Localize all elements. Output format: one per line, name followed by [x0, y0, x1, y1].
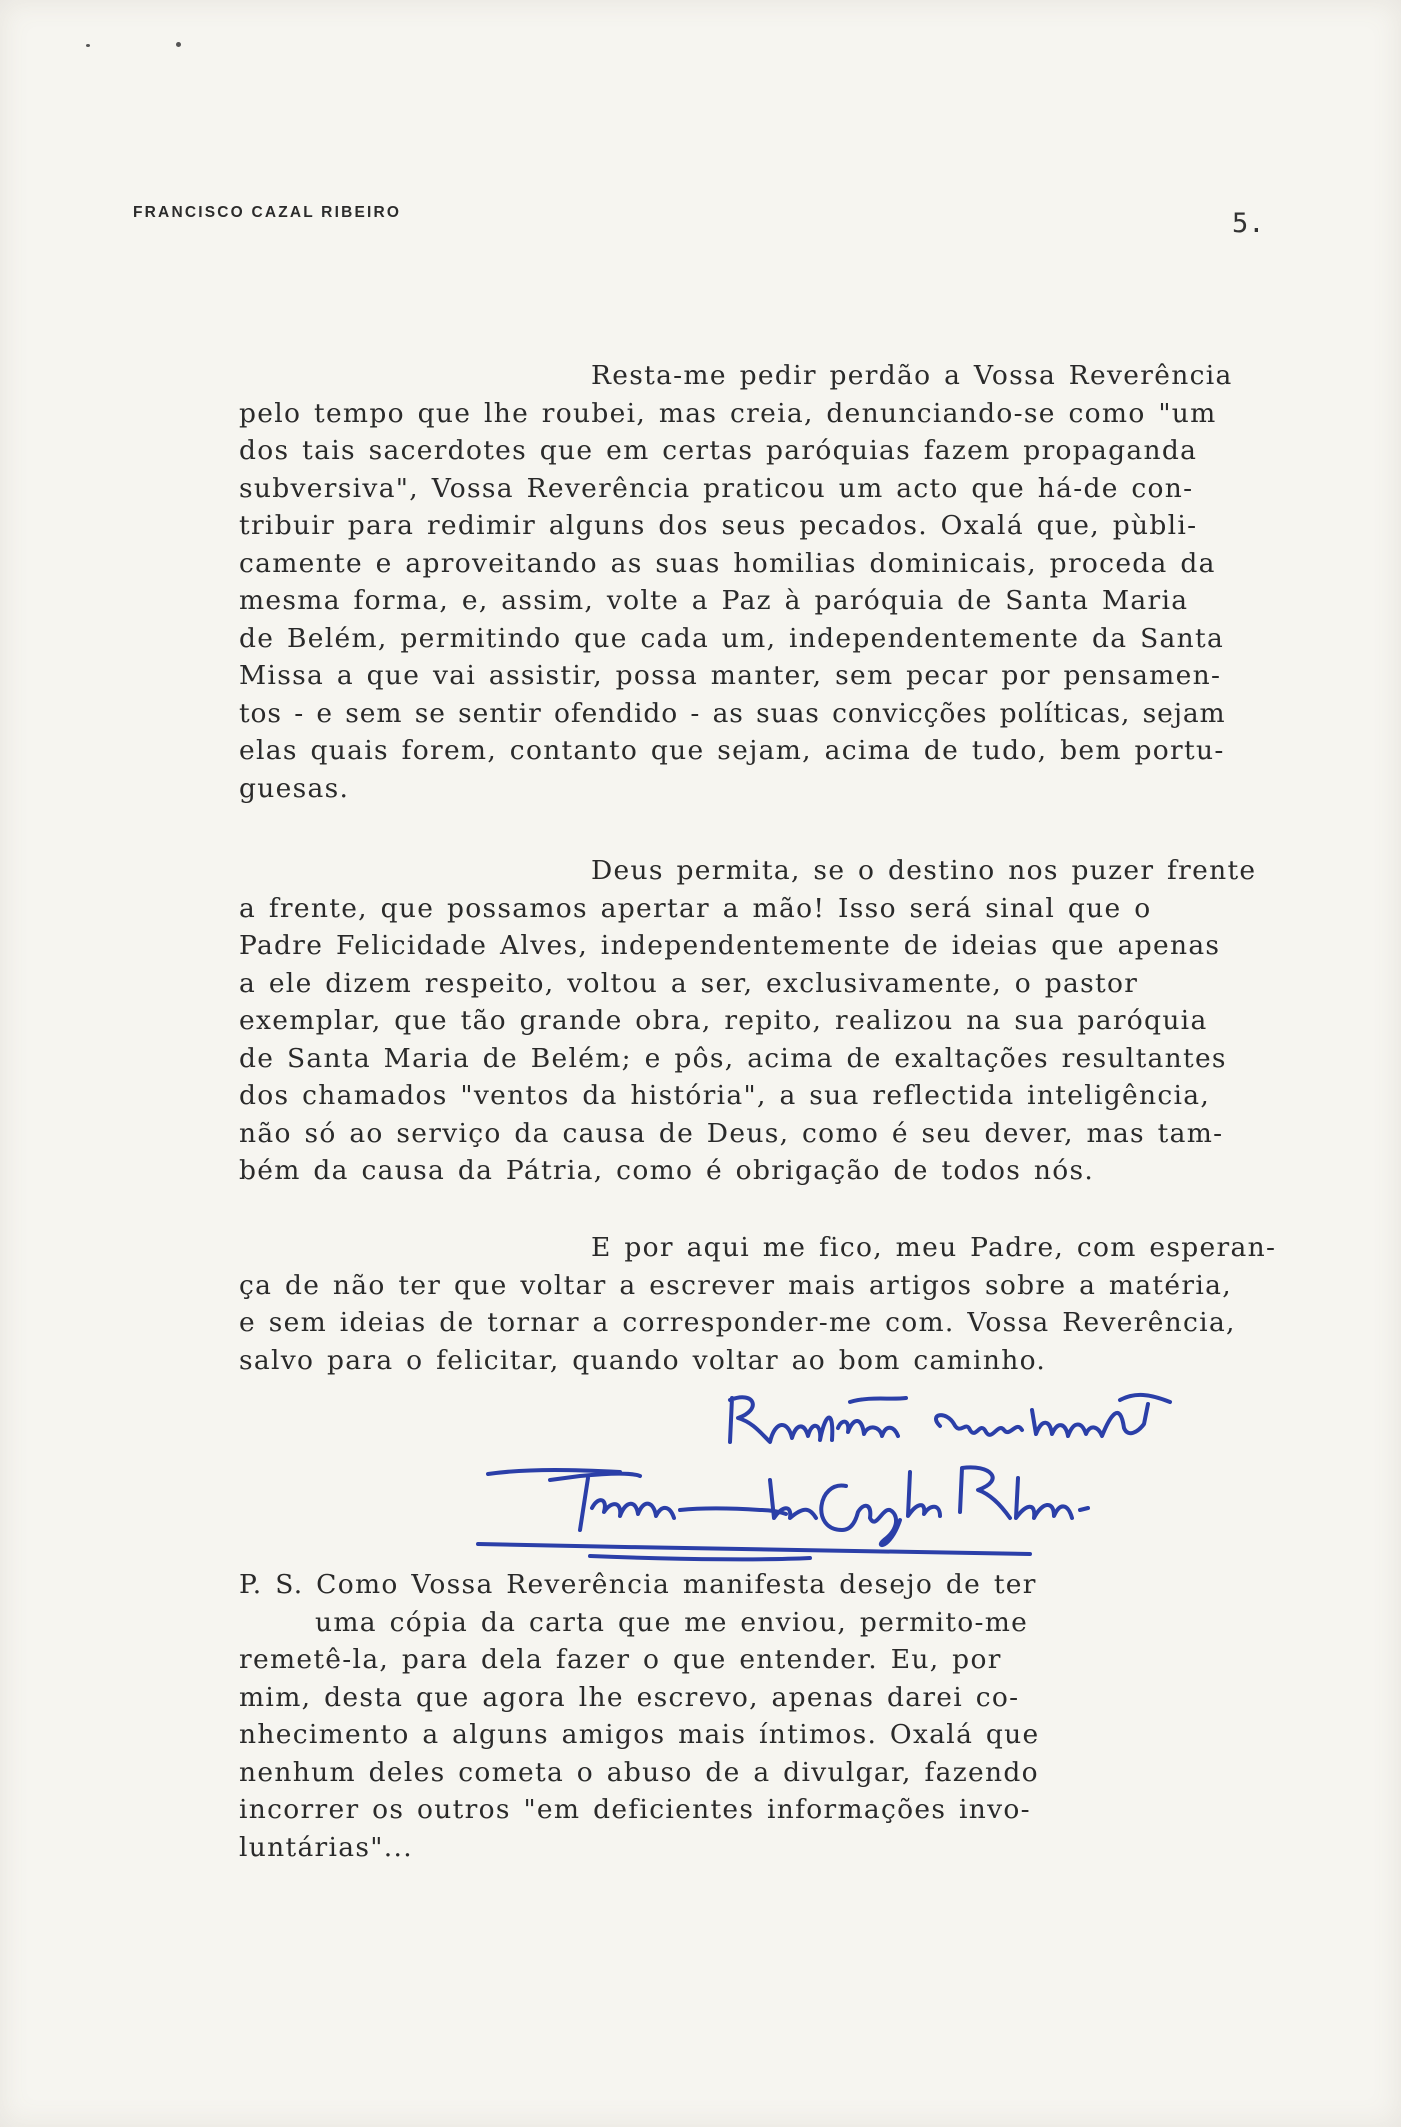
handwritten-signature — [470, 1380, 1350, 1580]
underline-stroke — [590, 1556, 810, 1559]
text-line: exemplar, que tão grande obra, repito, realizou na sua paróquia — [239, 1005, 1208, 1036]
signature-stroke — [960, 1467, 1088, 1518]
closing-stroke — [1120, 1395, 1170, 1402]
underline-stroke — [478, 1544, 1030, 1554]
paper-speck — [176, 42, 181, 47]
closing-stroke — [730, 1397, 898, 1442]
text-line: pelo tempo que lhe roubei, mas creia, denunciando-se como "um — [239, 397, 1217, 429]
ps-line: nenhum deles cometa o abuso de a divulgar, fazendo — [239, 1756, 1039, 1788]
signature-stroke — [821, 1486, 900, 1546]
text-line: e sem ideias de tornar a corresponder-me com. Vossa Reverência, — [239, 1307, 1236, 1338]
text-line: bém da causa da Pátria, como é obrigação de todos nós. — [239, 1155, 1095, 1186]
signature-stroke — [680, 1480, 816, 1518]
text-line: subversiva", Vossa Reverência praticou um acto que há-de con- — [239, 472, 1194, 504]
closing-stroke — [850, 1398, 906, 1402]
closing-stroke — [936, 1415, 1022, 1435]
text-line: Missa a que vai assistir, possa manter, sem pecar por pensamen- — [239, 660, 1222, 691]
text-line: elas quais forem, contanto que sejam, acima de tudo, bem portu- — [239, 735, 1225, 766]
text-line: E por aqui me fico, meu Padre, com esperan- — [591, 1232, 1277, 1263]
paragraph-1 — [239, 357, 1379, 807]
ps-line: mim, desta que agora lhe escrevo, apenas darei co- — [239, 1681, 1020, 1713]
text-line: tribuir para redimir alguns dos seus pecados. Oxalá que, pùbli- — [239, 510, 1198, 541]
text-line: Resta-me pedir perdão a Vossa Reverência — [591, 360, 1233, 391]
text-line: a frente, que possamos apertar a mão! Isso será sinal que o — [239, 892, 1152, 924]
closing-stroke — [1032, 1404, 1148, 1436]
page-number: 5. — [1232, 208, 1265, 239]
text-line: salvo para o felicitar, quando voltar ao bom caminho. — [239, 1344, 1047, 1376]
ps-line: nhecimento a alguns amigos mais íntimos. Oxalá que — [239, 1719, 1040, 1750]
ps-line: remetê-la, para dela fazer o que entender. Eu, por — [239, 1644, 1002, 1675]
ps-line: luntárias"... — [239, 1831, 413, 1863]
text-line: Padre Felicidade Alves, independentemente de ideias que apenas — [239, 930, 1221, 961]
text-line: guesas. — [239, 772, 350, 804]
text-line: não só ao serviço da causa de Deus, como é seu dever, mas tam- — [239, 1117, 1224, 1149]
text-line: a ele dizem respeito, voltou a ser, exclusivamente, o pastor — [239, 967, 1139, 999]
text-line: de Santa Maria de Belém; e pôs, acima de exaltações resultantes — [239, 1042, 1227, 1074]
text-line: camente e aproveitando as suas homilias dominicais, proceda da — [239, 547, 1216, 579]
text-line: tos - e sem se sentir ofendido - as suas convicções políticas, sejam — [239, 697, 1226, 729]
text-line: de Belém, permitindo que cada um, independentemente da Santa — [239, 622, 1225, 654]
letterhead: FRANCISCO CAZAL RIBEIRO — [133, 204, 402, 221]
text-line: mesma forma, e, assim, volte a Paz à paróquia de Santa Maria — [239, 585, 1189, 616]
postscript — [239, 1566, 1379, 1866]
ps-line: uma cópia da carta que me enviou, permito-me — [315, 1606, 1029, 1638]
signature-stroke — [908, 1472, 940, 1516]
text-line: dos chamados "ventos da história", a sua reflectida inteligência, — [239, 1080, 1211, 1111]
ps-line: P. S. Como Vossa Reverência manifesta desejo de ter — [239, 1569, 1037, 1600]
paragraph-3 — [239, 1229, 1379, 1379]
signature-stroke — [592, 1500, 674, 1518]
paper-speck — [86, 44, 90, 47]
text-line: ça de não ter que voltar a escrever mais artigos sobre a matéria, — [239, 1269, 1232, 1301]
paragraph-2 — [239, 852, 1379, 1190]
text-line: dos tais sacerdotes que em certas paróquias fazem propaganda — [239, 435, 1198, 466]
text-line: Deus permita, se o destino nos puzer frente — [591, 855, 1257, 886]
ps-line: incorrer os outros "em deficientes informações invo- — [239, 1794, 1031, 1825]
